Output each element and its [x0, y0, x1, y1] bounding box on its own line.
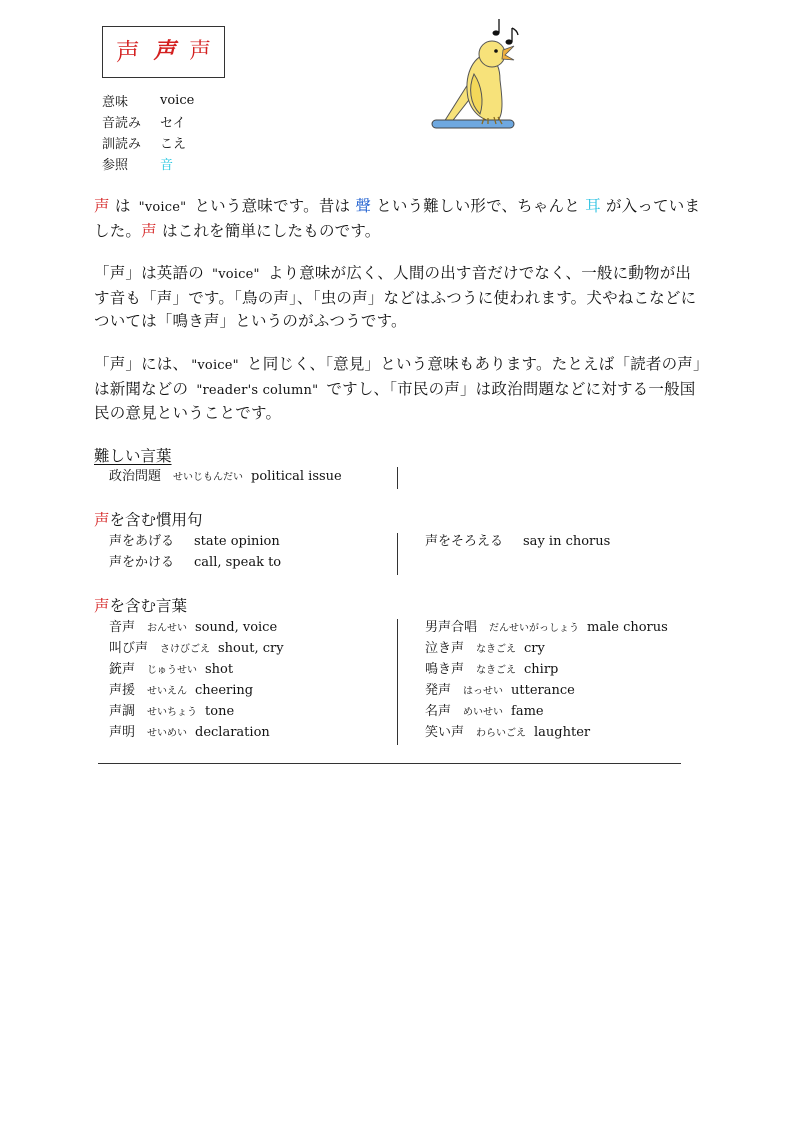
kanji-info-table [102, 90, 194, 174]
kanji-variants-box [102, 26, 225, 78]
list-item: 声援 せいえん cheering [109, 683, 254, 698]
difficult-words-heading: 難しい言葉 [94, 447, 172, 465]
list-item: 声明 せいめい declaration [109, 725, 270, 740]
kanji-variant-3: 声 [189, 39, 212, 64]
column-divider [397, 619, 398, 745]
info-row-kun-reading: 訓読み こえ [102, 137, 187, 152]
idioms-list-right [425, 531, 610, 552]
list-item: 声をあげる state opinion [109, 534, 280, 549]
difficult-words-list [109, 466, 342, 487]
kanji-variant-2: 声 [153, 39, 176, 64]
column-divider [397, 467, 398, 489]
info-row-on-reading: 音読み セイ [102, 116, 186, 131]
list-item: 笑い声 わらいごえ laughter [425, 725, 591, 740]
idioms-list-left [109, 531, 281, 573]
words-list-left [109, 617, 284, 743]
music-notes-icon [493, 19, 519, 45]
list-item: 音声 おんせい sound, voice [109, 620, 278, 635]
column-divider [397, 533, 398, 575]
paragraph-3: 「声」には、 "voice" と同じく、「意見」という意味もあります。たとえば「読者の声」は新聞などの "reader's column" ですし、「市民の声」は政治問題などに対する一般国民の意見ということです。 [94, 355, 701, 422]
list-item: 政治問題 せいじもんだい political issue [109, 469, 342, 484]
paragraph-1: 声 は "voice" という意味です。昔は 聲 という難しい形で、ちゃんと 耳 が入っていました。声 はこれを簡単にしたものです。 [94, 197, 701, 240]
list-item: 泣き声 なきごえ cry [425, 641, 545, 656]
list-item: 名声 めいせい fame [425, 704, 544, 719]
list-item: 声をそろえる say in chorus [425, 534, 611, 549]
info-row-reference: 参照 音 [102, 153, 194, 174]
list-item: 声調 せいちょう tone [109, 704, 235, 719]
list-item: 鳴き声 なきごえ chirp [425, 662, 559, 677]
paragraph-2: 「声」は英語の "voice" より意味が広く、人間の出す音だけでなく、一般に動物が出す音も「声」です。「鳥の声」、「虫の声」などはふつうに使われます。犬やねこなどについては「鳴き声」というのがふつうです。 [94, 264, 697, 330]
list-item: 声をかける call, speak to [109, 555, 282, 570]
kanji-voice-inline: 声 [94, 197, 110, 215]
words-list-right [425, 617, 668, 743]
info-row-meaning: 意味 voice [102, 93, 195, 110]
idioms-heading: 声を含む慣用句 [94, 511, 203, 529]
bottom-divider [98, 763, 681, 764]
list-item: 男声合唱 だんせいがっしょう male chorus [425, 620, 668, 635]
list-item: 叫び声 さけびごえ shout, cry [109, 641, 284, 656]
list-item: 発声 はっせい utterance [425, 683, 575, 698]
reference-link[interactable]: 音 [160, 158, 174, 173]
kanji-variant-1: 声 [115, 38, 140, 66]
ear-kanji-link[interactable]: 耳 [585, 197, 601, 215]
old-form-kanji: 聲 [355, 197, 372, 215]
singing-bird-icon [428, 14, 528, 144]
words-heading: 声を含む言葉 [94, 597, 188, 615]
list-item: 銃声 じゅうせい shot [109, 662, 234, 677]
